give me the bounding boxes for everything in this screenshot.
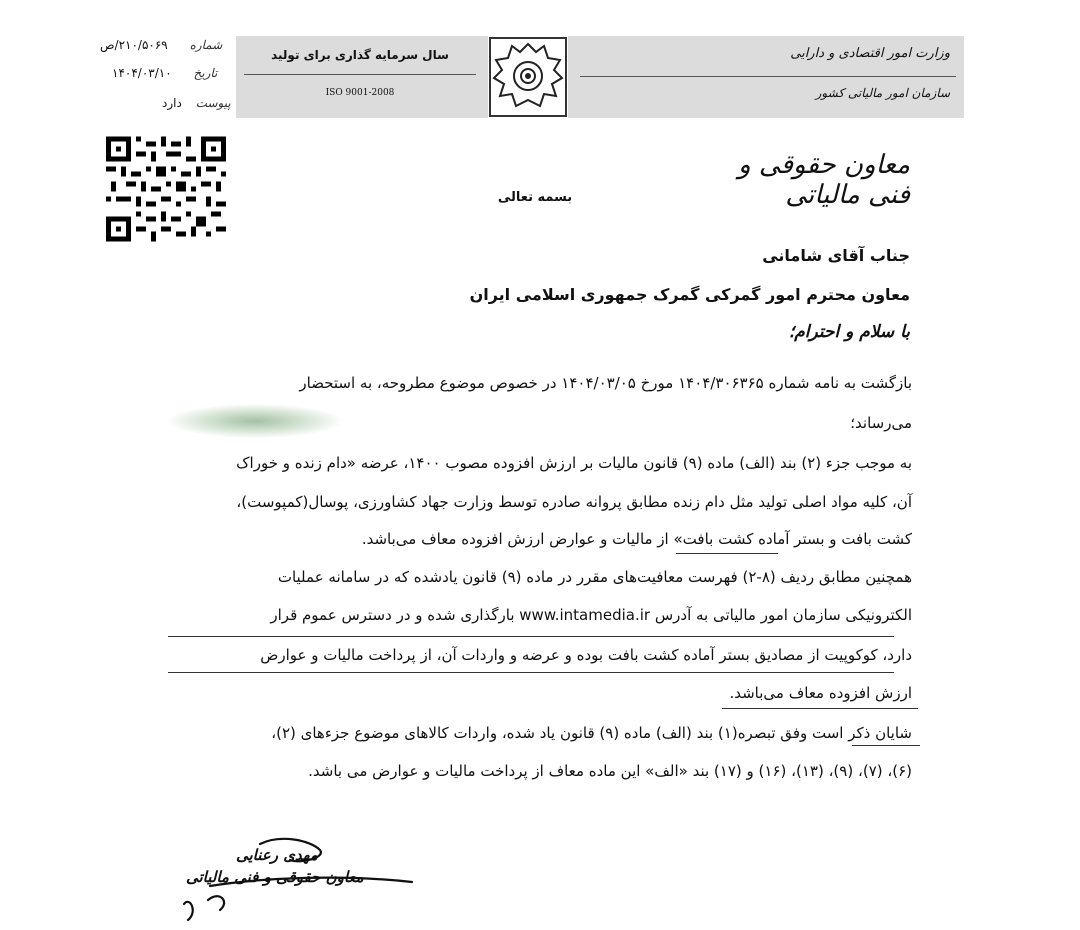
iso-certification: ISO 9001-2008 bbox=[325, 88, 395, 98]
body-line: شایان ذکر است وفق تبصره(۱) بند (الف) ماده (۹) قانون یاد شده، واردات کالاهای موضوع جزءهای (۲)، bbox=[271, 724, 912, 742]
letter-attachment-value: دارد bbox=[162, 96, 182, 110]
underline-mark bbox=[676, 553, 778, 554]
ministry-name: وزارت امور اقتصادی و دارایی bbox=[790, 46, 950, 61]
letter-attachment-label: پیوست bbox=[195, 96, 231, 110]
body-line: بازگشت به نامه شماره ۱۴۰۴/۳۰۶۳۶۵ مورخ ۱۴۰۴/۰۳/۰۵ در خصوص موضوع مطروحه، به استحضار bbox=[299, 374, 912, 392]
tax-organization-emblem-icon bbox=[488, 36, 568, 118]
letter-number-value: ۲۱۰/۵۰۶۹/ص bbox=[100, 38, 168, 52]
letter-date-label: تاریخ bbox=[193, 66, 218, 80]
letter-date-value: ۱۴۰۴/۰۳/۱۰ bbox=[112, 66, 172, 80]
body-line: کشت بافت و بستر آماده کشت بافت» از مالیات و عوارض ارزش افزوده معاف می‌باشد. bbox=[361, 530, 912, 548]
letter-number-label: شماره bbox=[189, 38, 223, 52]
signatory-title: معاون حقوقی و فنی مالیاتی bbox=[186, 868, 364, 886]
body-line: آن، کلیه مواد اصلی تولید مثل دام زنده مطابق پروانه صادره توسط وزارت جهاد کشاورزی، پوسال(کمپوست)، bbox=[236, 493, 912, 511]
body-line: دارد، کوکوپیت از مصادیق بستر آماده کشت بافت بوده و عرضه و واردات آن، از پرداخت مالیات و عوارض bbox=[260, 646, 912, 664]
addressee-position: معاون محترم امور گمرکی گمرک جمهوری اسلامی ایران bbox=[469, 285, 910, 304]
body-line: به موجب جزء (۲) بند (الف) ماده (۹) قانون مالیات بر ارزش افزوده مصوب ۱۴۰۰، عرضه «دام زنده و خوراک bbox=[236, 454, 912, 472]
body-line: الکترونیکی سازمان امور مالیاتی به آدرس www.intamedia.ir بارگذاری شده و در دسترس عموم قرار bbox=[270, 606, 912, 624]
handwritten-signature bbox=[150, 830, 420, 926]
header-divider bbox=[244, 74, 476, 75]
signatory-name: مهدی رعنایی bbox=[236, 846, 318, 864]
letter-date bbox=[112, 66, 217, 80]
header-divider bbox=[580, 76, 956, 77]
body-line: می‌رساند؛ bbox=[850, 414, 912, 432]
basmala: بسمه تعالی bbox=[497, 190, 573, 205]
underline-mark bbox=[168, 636, 894, 637]
letter-attachment bbox=[162, 96, 231, 110]
addressee-name: جناب آقای شامانی bbox=[762, 246, 910, 265]
underline-mark bbox=[722, 708, 918, 709]
body-line: (۶)، (۷)، (۹)، (۱۳)، (۱۶) و (۱۷) بند «الف» این ماده معاف از پرداخت مالیات و عوارض می باشد. bbox=[308, 762, 912, 780]
underline-mark bbox=[852, 745, 920, 746]
greeting: با سلام و احترام؛ bbox=[788, 322, 910, 342]
year-slogan: سال سرمایه گذاری برای تولید bbox=[271, 48, 449, 62]
body-line: همچنین مطابق ردیف (۸-۲) فهرست معافیت‌های مقرر در ماده (۹) قانون یادشده که در سامانه عملیات bbox=[277, 568, 912, 586]
underline-mark bbox=[168, 672, 894, 673]
body-line: ارزش افزوده معاف می‌باشد. bbox=[729, 684, 912, 702]
deputy-heading: معاون حقوقی و فنی مالیاتی bbox=[738, 150, 910, 210]
qr-code-icon bbox=[106, 136, 226, 242]
letter-number bbox=[100, 38, 222, 52]
redacted-stamp bbox=[168, 404, 342, 438]
organization-name: سازمان امور مالیاتی کشور bbox=[815, 86, 950, 100]
